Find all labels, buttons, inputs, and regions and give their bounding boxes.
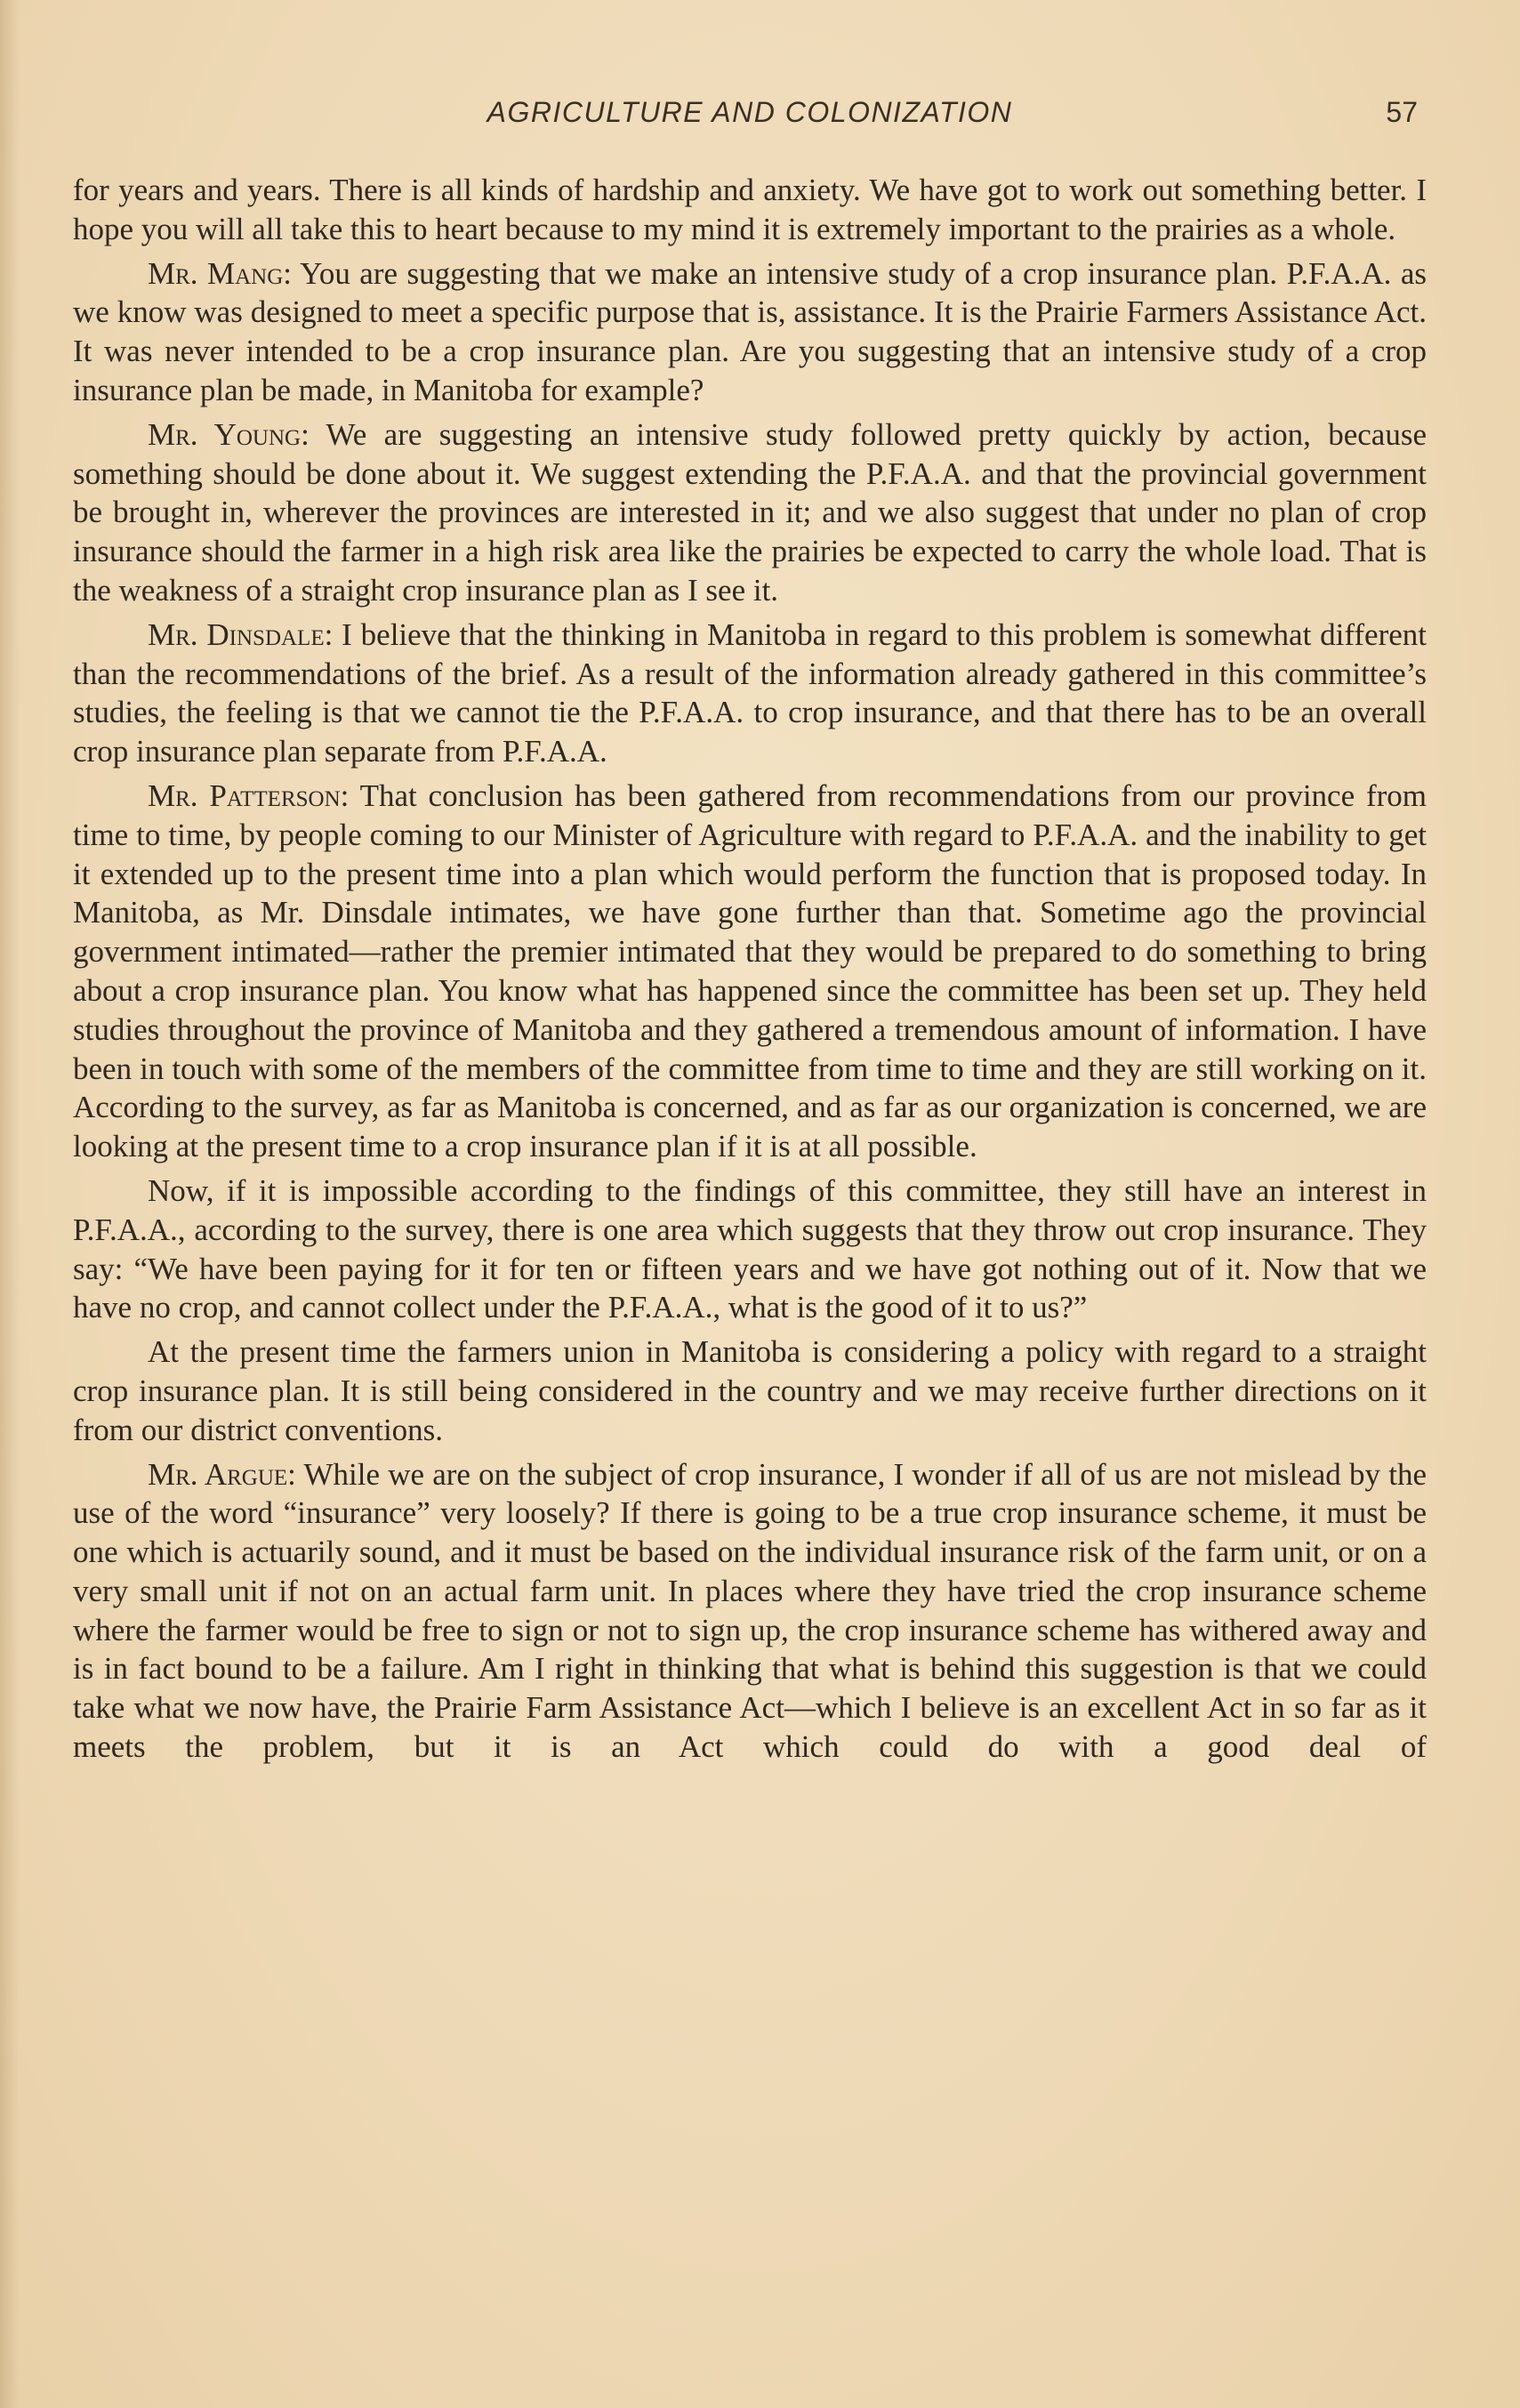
page-number: 57 xyxy=(1386,96,1418,128)
paragraph-6 xyxy=(73,1172,1427,1327)
speaker-name: Mr. Argue: xyxy=(148,1456,296,1492)
speaker-name: Mr. Mang: xyxy=(148,255,292,291)
paragraph-5 xyxy=(73,777,1427,1166)
speaker-name: Mr. Young: xyxy=(148,416,310,452)
paragraph-text: That conclusion has been gathered from recommendations from our province from time to time, by people coming to our Minister of Agriculture with regard to P.F.A.A. and the inability to get it extended up to the present time into a plan which would perform the function that is proposed today. In Manitoba, as Mr. Dinsdale intimates, we have gone further than that. Sometime ago the provincial government intimated—rather the premier intimated that they would be prepared to do something to bring about a crop insurance plan. You know what has happened since the committee has been set up. They held studies throughout the province of Manitoba and they gathered a tremendous amount of information. I have been in touch with some of the members of the committee from time to time and they are still working on it. According to the survey, as far as Manitoba is concerned, and as far as our organization is concerned, we are looking at the present time to a crop insurance plan if it is at all possible. xyxy=(73,777,1427,1164)
paragraph-text: Now, if it is impossible according to the findings of this committee, they still have an interest in P.F.A.A., according to the survey, there is one area which suggests that they throw out crop insurance. They say: “We have been paying for it for ten or fifteen years and we have got nothing out of it. Now that we have no crop, and cannot collect under the P.F.A.A., what is the good of it to us?” xyxy=(73,1172,1427,1325)
paragraph-7 xyxy=(73,1333,1427,1449)
paragraph-text: At the present time the farmers union in Manitoba is considering a policy with regard to a straight crop insurance plan. It is still being considered in the country and we may receive further directions on it from our district conventions. xyxy=(73,1334,1427,1447)
paragraph-text: for years and years. There is all kinds of hardship and anxiety. We have got to work out something better. I hope you will all take this to heart because to my mind it is extremely important to the prairies as a whole. xyxy=(73,173,1427,246)
running-head: AGRICULTURE AND COLONIZATION xyxy=(487,96,1013,128)
speaker-name: Mr. Patterson: xyxy=(148,777,350,813)
body-text xyxy=(73,171,1427,1772)
page-header xyxy=(73,89,1427,142)
page-edge-shadow xyxy=(0,0,20,2408)
paragraph-text: You are suggesting that we make an intensive study of a crop insurance plan. P.F.A.A. as we know was designed to meet a specific purpose that is, assistance. It is the Prairie Farmers Assistance Act. It was never intended to be a crop insurance plan. Are you suggesting that an intensive study of a crop insurance plan be made, in Manitoba for example? xyxy=(73,255,1427,407)
paragraph-2 xyxy=(73,254,1427,410)
paragraph-1 xyxy=(73,171,1427,249)
paragraph-3 xyxy=(73,415,1427,610)
paragraph-8 xyxy=(73,1455,1427,1767)
speaker-name: Mr. Dinsdale: xyxy=(148,616,334,652)
paragraph-text: We are suggesting an intensive study followed pretty quickly by action, because something should be done about it. We suggest extending the P.F.A.A. and that the provincial government be brought in, wherever the provinces are interested in it; and we also suggest that under no plan of crop insurance should the farmer in a high risk area like the prairies be expected to carry the whole load. That is the weakness of a straight crop insurance plan as I see it. xyxy=(73,416,1427,608)
paragraph-text: While we are on the subject of crop insurance, I wonder if all of us are not mislead by the use of the word “insurance” very loosely? If there is going to be a true crop insurance scheme, it must be one which is actuarily sound, and it must be based on the individual insurance risk of the farm unit, or on a very small unit if not on an actual farm unit. In places where they have tried the crop insurance scheme where the farmer would be free to sign or not to sign up, the crop insurance scheme has withered away and is in fact bound to be a failure. Am I right in thinking that what is behind this suggestion is that we could take what we now have, the Prairie Farm Assistance Act—which I believe is an excellent Act in so far as it meets the problem, but it is an Act which could do with a good deal of xyxy=(73,1456,1427,1765)
paragraph-text: I believe that the thinking in Manitoba in regard to this problem is somewhat different than the recommendations of the brief. As a result of the information already gathered in this committee’s studies, the feeling is that we cannot tie the P.F.A.A. to crop insurance, and that there has to be an overall crop insurance plan separate from P.F.A.A. xyxy=(73,616,1427,769)
paragraph-4 xyxy=(73,616,1427,771)
